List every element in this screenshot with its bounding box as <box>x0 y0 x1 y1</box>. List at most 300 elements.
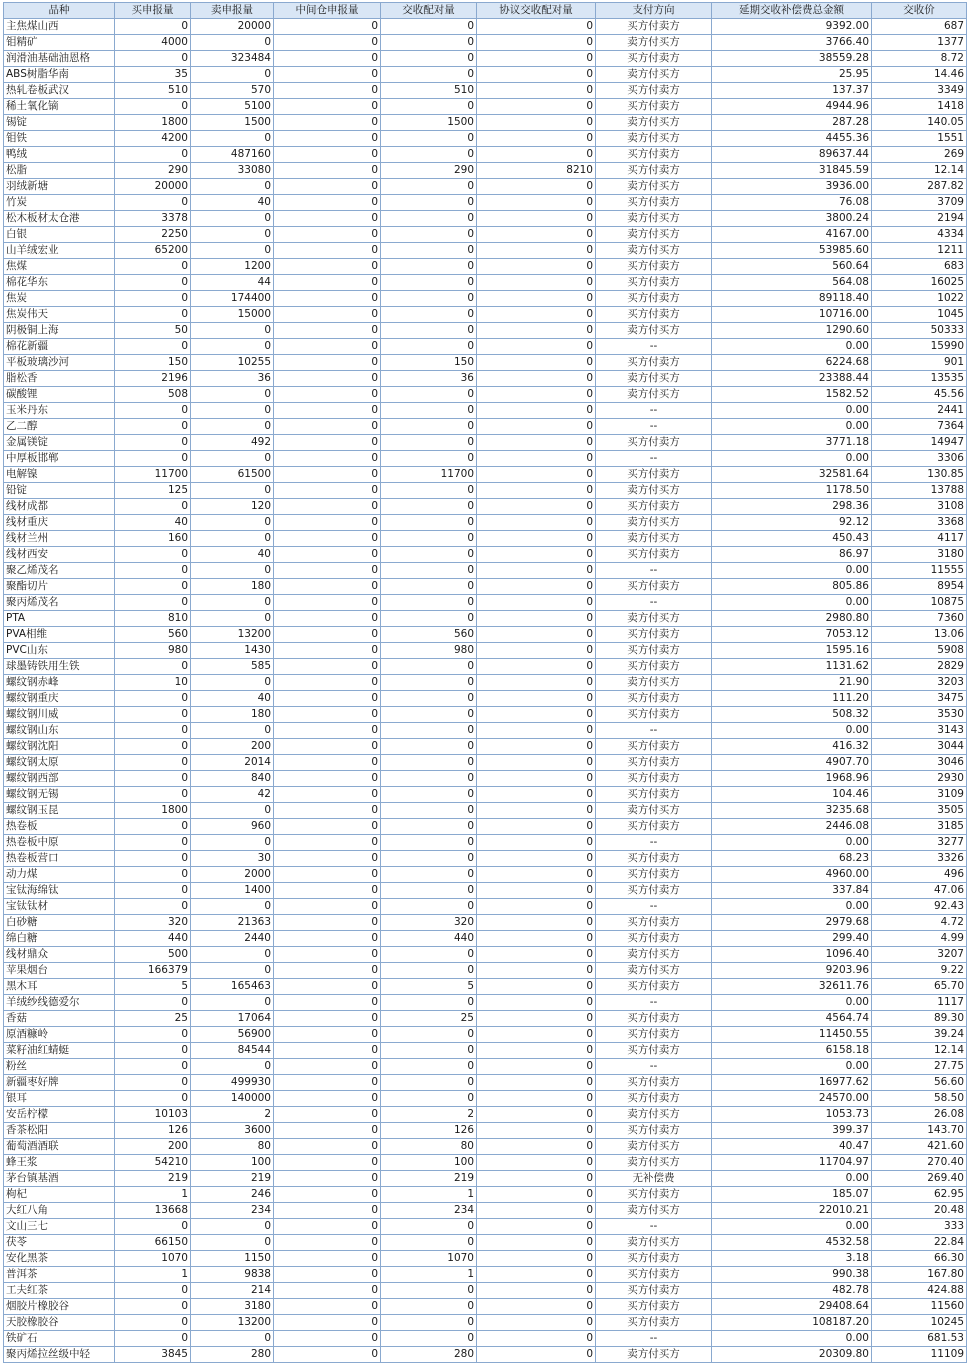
cell-matched-qty: 0 <box>381 483 477 499</box>
cell-intermediate-declared: 0 <box>274 467 381 483</box>
cell-buy-declared: 510 <box>115 83 191 99</box>
table-row <box>4 675 967 691</box>
cell-sell-declared: 960 <box>191 819 274 835</box>
cell-agreement-matched-qty: 0 <box>477 627 596 643</box>
cell-buy-declared: 65200 <box>115 243 191 259</box>
cell-buy-declared: 54210 <box>115 1155 191 1171</box>
cell-payment-direction: 买方付卖方 <box>596 579 712 595</box>
cell-matched-qty: 5 <box>381 979 477 995</box>
cell-compensation-total: 0.00 <box>712 723 872 739</box>
cell-agreement-matched-qty: 0 <box>477 915 596 931</box>
cell-agreement-matched-qty: 0 <box>477 595 596 611</box>
cell-variety: 安化黑茶 <box>4 1251 115 1267</box>
cell-buy-declared: 0 <box>115 547 191 563</box>
cell-variety: 钼铁 <box>4 131 115 147</box>
cell-compensation-total: 1131.62 <box>712 659 872 675</box>
cell-agreement-matched-qty: 0 <box>477 1091 596 1107</box>
cell-settlement-price: 10875 <box>872 595 967 611</box>
cell-agreement-matched-qty: 0 <box>477 803 596 819</box>
cell-variety: 阴极铜上海 <box>4 323 115 339</box>
cell-settlement-price: 1377 <box>872 35 967 51</box>
cell-intermediate-declared: 0 <box>274 1155 381 1171</box>
cell-sell-declared: 42 <box>191 787 274 803</box>
cell-compensation-total: 23388.44 <box>712 371 872 387</box>
cell-payment-direction: 买方付卖方 <box>596 275 712 291</box>
cell-payment-direction: -- <box>596 899 712 915</box>
cell-matched-qty: 0 <box>381 147 477 163</box>
cell-settlement-price: 3306 <box>872 451 967 467</box>
table-row <box>4 963 967 979</box>
cell-agreement-matched-qty: 0 <box>477 355 596 371</box>
cell-variety: 原酒糠岭 <box>4 1027 115 1043</box>
table-row <box>4 1315 967 1331</box>
cell-variety: 螺纹钢川威 <box>4 707 115 723</box>
cell-settlement-price: 20.48 <box>872 1203 967 1219</box>
cell-payment-direction: 买方付卖方 <box>596 627 712 643</box>
cell-buy-declared: 0 <box>115 1219 191 1235</box>
cell-sell-declared: 20000 <box>191 19 274 35</box>
cell-variety: 热卷板 <box>4 819 115 835</box>
table-row <box>4 1235 967 1251</box>
cell-sell-declared: 2000 <box>191 867 274 883</box>
cell-intermediate-declared: 0 <box>274 659 381 675</box>
cell-settlement-price: 13788 <box>872 483 967 499</box>
cell-payment-direction: -- <box>596 723 712 739</box>
header-agreement-matched-qty: 协议交收配对量 <box>477 3 596 19</box>
cell-settlement-price: 3530 <box>872 707 967 723</box>
cell-compensation-total: 0.00 <box>712 835 872 851</box>
cell-payment-direction: 买方付卖方 <box>596 1251 712 1267</box>
cell-matched-qty: 0 <box>381 563 477 579</box>
cell-sell-declared: 40 <box>191 547 274 563</box>
cell-payment-direction: 买方付卖方 <box>596 547 712 563</box>
cell-settlement-price: 140.05 <box>872 115 967 131</box>
cell-intermediate-declared: 0 <box>274 67 381 83</box>
cell-compensation-total: 4455.36 <box>712 131 872 147</box>
cell-settlement-price: 11109 <box>872 1347 967 1363</box>
cell-sell-declared: 0 <box>191 67 274 83</box>
cell-matched-qty: 0 <box>381 691 477 707</box>
cell-compensation-total: 1096.40 <box>712 947 872 963</box>
cell-sell-declared: 9838 <box>191 1267 274 1283</box>
table-row <box>4 451 967 467</box>
cell-agreement-matched-qty: 0 <box>477 819 596 835</box>
cell-variety: 热卷板中原 <box>4 835 115 851</box>
cell-intermediate-declared: 0 <box>274 563 381 579</box>
cell-settlement-price: 3349 <box>872 83 967 99</box>
cell-buy-declared: 508 <box>115 387 191 403</box>
cell-sell-declared: 570 <box>191 83 274 99</box>
cell-variety: 乙二醇 <box>4 419 115 435</box>
cell-matched-qty: 0 <box>381 851 477 867</box>
cell-payment-direction: 卖方付买方 <box>596 35 712 51</box>
cell-agreement-matched-qty: 0 <box>477 1107 596 1123</box>
cell-compensation-total: 4907.70 <box>712 755 872 771</box>
cell-intermediate-declared: 0 <box>274 1107 381 1123</box>
cell-payment-direction: 卖方付买方 <box>596 131 712 147</box>
cell-compensation-total: 450.43 <box>712 531 872 547</box>
cell-settlement-price: 39.24 <box>872 1027 967 1043</box>
cell-compensation-total: 25.95 <box>712 67 872 83</box>
cell-settlement-price: 3109 <box>872 787 967 803</box>
cell-variety: 线材兰州 <box>4 531 115 547</box>
cell-variety: 山羊绒宏业 <box>4 243 115 259</box>
cell-variety: 焦煤 <box>4 259 115 275</box>
cell-payment-direction: 买方付卖方 <box>596 787 712 803</box>
cell-intermediate-declared: 0 <box>274 1075 381 1091</box>
table-row <box>4 275 967 291</box>
cell-agreement-matched-qty: 0 <box>477 1011 596 1027</box>
cell-intermediate-declared: 0 <box>274 547 381 563</box>
table-row <box>4 915 967 931</box>
cell-buy-declared: 0 <box>115 451 191 467</box>
cell-sell-declared: 1400 <box>191 883 274 899</box>
table-row <box>4 259 967 275</box>
cell-settlement-price: 424.88 <box>872 1283 967 1299</box>
table-row <box>4 1203 967 1219</box>
cell-buy-declared: 0 <box>115 755 191 771</box>
cell-variety: 香茶松阳 <box>4 1123 115 1139</box>
cell-matched-qty: 0 <box>381 755 477 771</box>
cell-variety: 天胶橡胶谷 <box>4 1315 115 1331</box>
cell-compensation-total: 16977.62 <box>712 1075 872 1091</box>
cell-sell-declared: 0 <box>191 339 274 355</box>
cell-intermediate-declared: 0 <box>274 1043 381 1059</box>
cell-variety: 铁矿石 <box>4 1331 115 1347</box>
cell-variety: 苹果烟台 <box>4 963 115 979</box>
cell-intermediate-declared: 0 <box>274 675 381 691</box>
table-row <box>4 499 967 515</box>
cell-compensation-total: 0.00 <box>712 403 872 419</box>
cell-buy-declared: 1800 <box>115 803 191 819</box>
cell-matched-qty: 2 <box>381 1107 477 1123</box>
cell-settlement-price: 681.53 <box>872 1331 967 1347</box>
cell-payment-direction: 买方付卖方 <box>596 739 712 755</box>
cell-variety: 棉花新疆 <box>4 339 115 355</box>
cell-buy-declared: 5 <box>115 979 191 995</box>
cell-buy-declared: 66150 <box>115 1235 191 1251</box>
table-row <box>4 947 967 963</box>
cell-intermediate-declared: 0 <box>274 403 381 419</box>
cell-intermediate-declared: 0 <box>274 1347 381 1363</box>
cell-buy-declared: 35 <box>115 67 191 83</box>
table-row <box>4 483 967 499</box>
cell-payment-direction: 买方付卖方 <box>596 755 712 771</box>
cell-payment-direction: 买方付卖方 <box>596 291 712 307</box>
cell-intermediate-declared: 0 <box>274 867 381 883</box>
cell-variety: 粉丝 <box>4 1059 115 1075</box>
cell-compensation-total: 22010.21 <box>712 1203 872 1219</box>
cell-intermediate-declared: 0 <box>274 1203 381 1219</box>
cell-matched-qty: 0 <box>381 1075 477 1091</box>
cell-buy-declared: 320 <box>115 915 191 931</box>
cell-compensation-total: 564.08 <box>712 275 872 291</box>
cell-compensation-total: 86.97 <box>712 547 872 563</box>
cell-compensation-total: 1582.52 <box>712 387 872 403</box>
cell-intermediate-declared: 0 <box>274 803 381 819</box>
cell-sell-declared: 0 <box>191 451 274 467</box>
cell-matched-qty: 234 <box>381 1203 477 1219</box>
cell-payment-direction: 买方付卖方 <box>596 691 712 707</box>
cell-variety: 线材西安 <box>4 547 115 563</box>
cell-variety: 聚乙烯茂名 <box>4 563 115 579</box>
cell-settlement-price: 3108 <box>872 499 967 515</box>
table-row <box>4 659 967 675</box>
cell-sell-declared: 120 <box>191 499 274 515</box>
cell-agreement-matched-qty: 8210 <box>477 163 596 179</box>
cell-buy-declared: 0 <box>115 691 191 707</box>
header-payment-direction: 支付方向 <box>596 3 712 19</box>
cell-agreement-matched-qty: 0 <box>477 419 596 435</box>
cell-intermediate-declared: 0 <box>274 1187 381 1203</box>
cell-intermediate-declared: 0 <box>274 691 381 707</box>
cell-matched-qty: 0 <box>381 99 477 115</box>
table-row <box>4 1331 967 1347</box>
cell-agreement-matched-qty: 0 <box>477 643 596 659</box>
cell-payment-direction: 买方付卖方 <box>596 1011 712 1027</box>
cell-buy-declared: 0 <box>115 1043 191 1059</box>
cell-settlement-price: 11555 <box>872 563 967 579</box>
cell-settlement-price: 2829 <box>872 659 967 675</box>
cell-buy-declared: 150 <box>115 355 191 371</box>
cell-intermediate-declared: 0 <box>274 723 381 739</box>
cell-compensation-total: 1178.50 <box>712 483 872 499</box>
cell-matched-qty: 0 <box>381 707 477 723</box>
cell-matched-qty: 126 <box>381 1123 477 1139</box>
cell-agreement-matched-qty: 0 <box>477 963 596 979</box>
cell-agreement-matched-qty: 0 <box>477 659 596 675</box>
cell-buy-declared: 0 <box>115 563 191 579</box>
cell-payment-direction: 卖方付买方 <box>596 1347 712 1363</box>
table-row <box>4 163 967 179</box>
cell-agreement-matched-qty: 0 <box>477 19 596 35</box>
cell-settlement-price: 269 <box>872 147 967 163</box>
cell-intermediate-declared: 0 <box>274 419 381 435</box>
cell-agreement-matched-qty: 0 <box>477 1171 596 1187</box>
cell-buy-declared: 10103 <box>115 1107 191 1123</box>
cell-buy-declared: 2196 <box>115 371 191 387</box>
cell-buy-declared: 0 <box>115 307 191 323</box>
cell-compensation-total: 805.86 <box>712 579 872 595</box>
cell-sell-declared: 44 <box>191 275 274 291</box>
table-row <box>4 243 967 259</box>
cell-matched-qty: 0 <box>381 867 477 883</box>
cell-variety: 玉米丹东 <box>4 403 115 419</box>
table-row <box>4 355 967 371</box>
cell-sell-declared: 0 <box>191 899 274 915</box>
table-row <box>4 1283 967 1299</box>
cell-matched-qty: 0 <box>381 883 477 899</box>
cell-buy-declared: 3845 <box>115 1347 191 1363</box>
cell-intermediate-declared: 0 <box>274 963 381 979</box>
cell-settlement-price: 2441 <box>872 403 967 419</box>
cell-buy-declared: 0 <box>115 1075 191 1091</box>
cell-matched-qty: 36 <box>381 371 477 387</box>
cell-intermediate-declared: 0 <box>274 51 381 67</box>
cell-intermediate-declared: 0 <box>274 115 381 131</box>
cell-matched-qty: 0 <box>381 179 477 195</box>
cell-sell-declared: 1430 <box>191 643 274 659</box>
table-row <box>4 323 967 339</box>
cell-compensation-total: 508.32 <box>712 707 872 723</box>
cell-payment-direction: 买方付卖方 <box>596 915 712 931</box>
table-row <box>4 403 967 419</box>
cell-agreement-matched-qty: 0 <box>477 339 596 355</box>
cell-intermediate-declared: 0 <box>274 579 381 595</box>
cell-matched-qty: 0 <box>381 787 477 803</box>
cell-payment-direction: 买方付卖方 <box>596 1299 712 1315</box>
cell-sell-declared: 1200 <box>191 259 274 275</box>
cell-settlement-price: 3180 <box>872 547 967 563</box>
table-row <box>4 19 967 35</box>
cell-agreement-matched-qty: 0 <box>477 1347 596 1363</box>
cell-compensation-total: 32581.64 <box>712 467 872 483</box>
cell-sell-declared: 0 <box>191 1331 274 1347</box>
cell-buy-declared: 0 <box>115 339 191 355</box>
cell-settlement-price: 3143 <box>872 723 967 739</box>
cell-variety: 聚丙烯茂名 <box>4 595 115 611</box>
cell-settlement-price: 4117 <box>872 531 967 547</box>
cell-variety: 动力煤 <box>4 867 115 883</box>
cell-payment-direction: 买方付卖方 <box>596 19 712 35</box>
cell-buy-declared: 166379 <box>115 963 191 979</box>
cell-variety: 菜籽油红蜻蜓 <box>4 1043 115 1059</box>
cell-intermediate-declared: 0 <box>274 1139 381 1155</box>
cell-settlement-price: 1022 <box>872 291 967 307</box>
cell-compensation-total: 298.36 <box>712 499 872 515</box>
cell-buy-declared: 13668 <box>115 1203 191 1219</box>
cell-settlement-price: 7364 <box>872 419 967 435</box>
cell-settlement-price: 130.85 <box>872 467 967 483</box>
cell-intermediate-declared: 0 <box>274 99 381 115</box>
cell-matched-qty: 0 <box>381 67 477 83</box>
cell-compensation-total: 0.00 <box>712 339 872 355</box>
cell-settlement-price: 3709 <box>872 195 967 211</box>
cell-agreement-matched-qty: 0 <box>477 547 596 563</box>
cell-payment-direction: 买方付卖方 <box>596 467 712 483</box>
cell-intermediate-declared: 0 <box>274 435 381 451</box>
cell-matched-qty: 0 <box>381 403 477 419</box>
cell-payment-direction: 卖方付买方 <box>596 371 712 387</box>
cell-buy-declared: 0 <box>115 579 191 595</box>
cell-sell-declared: 0 <box>191 611 274 627</box>
cell-payment-direction: -- <box>596 419 712 435</box>
cell-buy-declared: 0 <box>115 851 191 867</box>
cell-payment-direction: 卖方付买方 <box>596 1139 712 1155</box>
cell-intermediate-declared: 0 <box>274 1091 381 1107</box>
cell-agreement-matched-qty: 0 <box>477 979 596 995</box>
cell-sell-declared: 0 <box>191 323 274 339</box>
table-row <box>4 755 967 771</box>
cell-compensation-total: 76.08 <box>712 195 872 211</box>
cell-settlement-price: 496 <box>872 867 967 883</box>
cell-settlement-price: 7360 <box>872 611 967 627</box>
cell-buy-declared: 0 <box>115 659 191 675</box>
cell-compensation-total: 24570.00 <box>712 1091 872 1107</box>
table-row <box>4 563 967 579</box>
cell-matched-qty: 0 <box>381 515 477 531</box>
cell-intermediate-declared: 0 <box>274 1283 381 1299</box>
cell-sell-declared: 80 <box>191 1139 274 1155</box>
cell-intermediate-declared: 0 <box>274 611 381 627</box>
cell-settlement-price: 8954 <box>872 579 967 595</box>
cell-variety: 焦炭伟天 <box>4 307 115 323</box>
cell-payment-direction: -- <box>596 1331 712 1347</box>
cell-variety: 电解镍 <box>4 467 115 483</box>
cell-agreement-matched-qty: 0 <box>477 1219 596 1235</box>
cell-agreement-matched-qty: 0 <box>477 1043 596 1059</box>
cell-agreement-matched-qty: 0 <box>477 147 596 163</box>
cell-compensation-total: 2980.80 <box>712 611 872 627</box>
cell-sell-declared: 1150 <box>191 1251 274 1267</box>
cell-sell-declared: 33080 <box>191 163 274 179</box>
cell-buy-declared: 126 <box>115 1123 191 1139</box>
cell-buy-declared: 11700 <box>115 467 191 483</box>
cell-sell-declared: 246 <box>191 1187 274 1203</box>
cell-settlement-price: 901 <box>872 355 967 371</box>
cell-payment-direction: -- <box>596 1059 712 1075</box>
cell-buy-declared: 20000 <box>115 179 191 195</box>
cell-buy-declared: 0 <box>115 1299 191 1315</box>
header-variety: 品种 <box>4 3 115 19</box>
cell-buy-declared: 0 <box>115 291 191 307</box>
table-row <box>4 1219 967 1235</box>
cell-compensation-total: 399.37 <box>712 1123 872 1139</box>
cell-compensation-total: 0.00 <box>712 1171 872 1187</box>
cell-matched-qty: 0 <box>381 51 477 67</box>
cell-payment-direction: -- <box>596 403 712 419</box>
cell-buy-declared: 0 <box>115 1091 191 1107</box>
cell-agreement-matched-qty: 0 <box>477 851 596 867</box>
cell-variety: 热轧卷板武汉 <box>4 83 115 99</box>
cell-payment-direction: -- <box>596 995 712 1011</box>
cell-settlement-price: 3185 <box>872 819 967 835</box>
cell-matched-qty: 100 <box>381 1155 477 1171</box>
cell-intermediate-declared: 0 <box>274 163 381 179</box>
cell-payment-direction: 买方付卖方 <box>596 771 712 787</box>
cell-variety: 新疆枣好牌 <box>4 1075 115 1091</box>
cell-settlement-price: 62.95 <box>872 1187 967 1203</box>
cell-compensation-total: 0.00 <box>712 899 872 915</box>
cell-sell-declared: 40 <box>191 195 274 211</box>
cell-payment-direction: -- <box>596 451 712 467</box>
cell-compensation-total: 4167.00 <box>712 227 872 243</box>
cell-variety: 蜂王浆 <box>4 1155 115 1171</box>
cell-matched-qty: 0 <box>381 131 477 147</box>
cell-sell-declared: 214 <box>191 1283 274 1299</box>
cell-sell-declared: 2014 <box>191 755 274 771</box>
cell-payment-direction: -- <box>596 339 712 355</box>
table-row <box>4 851 967 867</box>
cell-sell-declared: 84544 <box>191 1043 274 1059</box>
cell-matched-qty: 1070 <box>381 1251 477 1267</box>
cell-matched-qty: 0 <box>381 451 477 467</box>
table-row <box>4 803 967 819</box>
cell-agreement-matched-qty: 0 <box>477 323 596 339</box>
cell-variety: 锡锭 <box>4 115 115 131</box>
cell-agreement-matched-qty: 0 <box>477 243 596 259</box>
cell-matched-qty: 0 <box>381 739 477 755</box>
cell-variety: PVA相维 <box>4 627 115 643</box>
cell-settlement-price: 1418 <box>872 99 967 115</box>
cell-payment-direction: 买方付卖方 <box>596 1283 712 1299</box>
cell-buy-declared: 0 <box>115 1059 191 1075</box>
cell-agreement-matched-qty: 0 <box>477 771 596 787</box>
cell-matched-qty: 0 <box>381 243 477 259</box>
cell-compensation-total: 287.28 <box>712 115 872 131</box>
cell-sell-declared: 56900 <box>191 1027 274 1043</box>
cell-variety: 线材重庆 <box>4 515 115 531</box>
